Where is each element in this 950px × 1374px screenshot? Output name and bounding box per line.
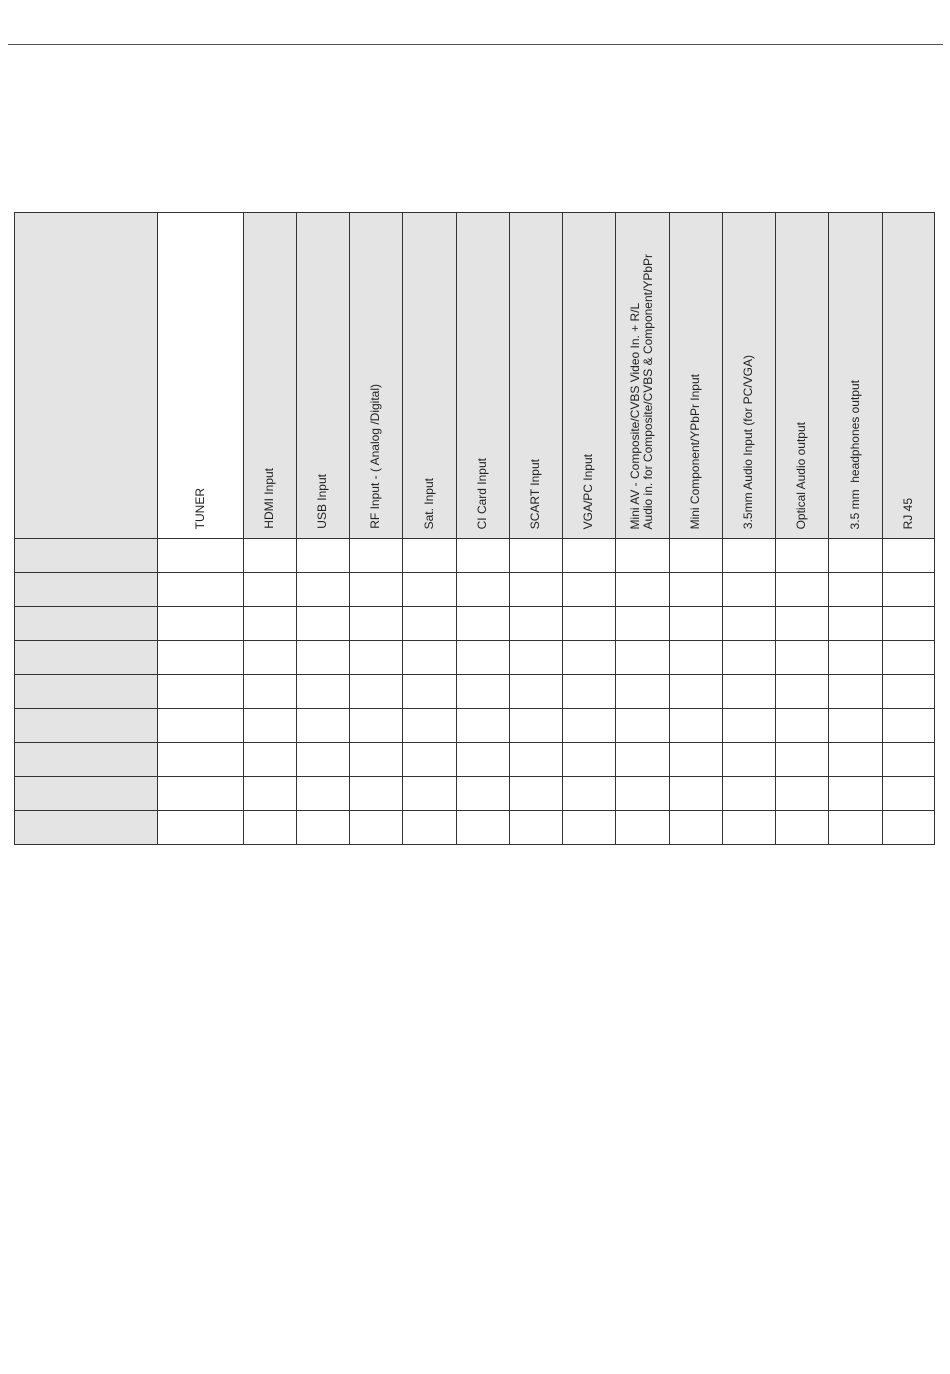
table-cell <box>563 743 616 777</box>
table-cell <box>158 675 244 709</box>
table-cell <box>297 743 350 777</box>
column-header-mini-av <box>616 213 670 539</box>
table-cell <box>350 777 403 811</box>
table-cell <box>723 607 776 641</box>
table-cell <box>563 811 616 845</box>
table-cell <box>776 743 829 777</box>
row-label-cell <box>15 709 158 743</box>
table-cell <box>510 743 563 777</box>
table-row <box>15 641 935 675</box>
table-cell <box>829 573 883 607</box>
table-cell <box>510 539 563 573</box>
table-row <box>15 573 935 607</box>
row-label-cell <box>15 539 158 573</box>
table-cell <box>670 709 723 743</box>
table-cell <box>158 709 244 743</box>
table-cell <box>563 777 616 811</box>
table-cell <box>510 811 563 845</box>
table-cell <box>350 709 403 743</box>
table-cell <box>670 573 723 607</box>
table-cell <box>158 607 244 641</box>
table-cell <box>616 709 670 743</box>
table-cell <box>883 675 935 709</box>
table-cell <box>510 777 563 811</box>
table-cell <box>244 709 297 743</box>
row-label-cell <box>15 777 158 811</box>
table-cell <box>350 743 403 777</box>
column-header-label: RJ 45 <box>900 497 915 529</box>
table-cell <box>616 641 670 675</box>
table-cell <box>350 641 403 675</box>
column-header-sat-input <box>403 213 457 539</box>
table-row <box>15 539 935 573</box>
table-cell <box>829 675 883 709</box>
table-cell <box>616 573 670 607</box>
table-cell <box>670 811 723 845</box>
table-cell <box>403 573 457 607</box>
table-cell <box>723 811 776 845</box>
column-header-headphones-output <box>829 213 883 539</box>
table-cell <box>829 709 883 743</box>
table-cell <box>510 573 563 607</box>
table-cell <box>563 573 616 607</box>
row-label-cell <box>15 675 158 709</box>
table-row <box>15 675 935 709</box>
table-cell <box>723 539 776 573</box>
table-row <box>15 709 935 743</box>
column-header-label: RF Input - ( Analog /Digital) <box>368 384 382 529</box>
table-cell <box>457 539 510 573</box>
table-cell <box>883 573 935 607</box>
column-header-usb-input <box>297 213 350 539</box>
table-cell <box>563 709 616 743</box>
table-cell <box>244 607 297 641</box>
table-cell <box>297 709 350 743</box>
table-cell <box>616 539 670 573</box>
table-cell <box>297 811 350 845</box>
table-cell <box>776 641 829 675</box>
table-corner-cell <box>15 213 158 539</box>
table-cell <box>616 777 670 811</box>
table-cell <box>403 675 457 709</box>
table-cell <box>723 641 776 675</box>
table-cell <box>403 641 457 675</box>
column-header-mini-component <box>670 213 723 539</box>
table-cell <box>723 675 776 709</box>
table-cell <box>350 539 403 573</box>
table-cell <box>563 539 616 573</box>
table-cell <box>403 709 457 743</box>
column-header-label: 3.5 mm headphones output <box>847 379 862 529</box>
row-label-cell <box>15 573 158 607</box>
column-header-hdmi-input <box>244 213 297 539</box>
table-cell <box>723 743 776 777</box>
table-cell <box>883 743 935 777</box>
table-cell <box>350 811 403 845</box>
table-cell <box>457 607 510 641</box>
table-cell <box>563 675 616 709</box>
column-header-label: HDMI Input <box>262 468 276 529</box>
column-header-label: Mini Component/YPbPr Input <box>688 373 702 529</box>
table-cell <box>723 709 776 743</box>
table-cell <box>158 539 244 573</box>
table-cell <box>158 811 244 845</box>
table-cell <box>670 607 723 641</box>
table-cell <box>776 811 829 845</box>
table-body <box>15 539 935 845</box>
table-cell <box>670 675 723 709</box>
table-cell <box>883 709 935 743</box>
table-cell <box>457 573 510 607</box>
column-header-label: VGA/PC Input <box>581 453 595 529</box>
table-cell <box>403 743 457 777</box>
table-cell <box>723 777 776 811</box>
table-cell <box>829 777 883 811</box>
table-cell <box>457 641 510 675</box>
column-header-label: Sat. Input <box>421 477 436 529</box>
table-row <box>15 777 935 811</box>
table-cell <box>776 607 829 641</box>
table-cell <box>457 709 510 743</box>
table-cell <box>350 607 403 641</box>
table-cell <box>158 777 244 811</box>
table-cell <box>297 607 350 641</box>
table-cell <box>403 811 457 845</box>
column-header-rf-input <box>350 213 403 539</box>
table-cell <box>670 777 723 811</box>
table-cell <box>883 777 935 811</box>
table-row <box>15 743 935 777</box>
table-cell <box>158 573 244 607</box>
column-header-label: SCART Input <box>528 458 542 529</box>
column-header-optical-audio-output <box>776 213 829 539</box>
row-label-cell <box>15 607 158 641</box>
table-cell <box>158 743 244 777</box>
table-cell <box>616 743 670 777</box>
table-cell <box>670 539 723 573</box>
table-cell <box>457 811 510 845</box>
column-header-label: Mini AV - Composite/CVBS Video In. + R/L Audio in. for Composite/CVBS & Component/YPbPr <box>627 253 655 529</box>
column-header-audio-input-pc <box>723 213 776 539</box>
table-cell <box>457 675 510 709</box>
table-cell <box>776 539 829 573</box>
table-cell <box>244 641 297 675</box>
table-cell <box>297 675 350 709</box>
table-cell <box>244 743 297 777</box>
row-label-cell <box>15 641 158 675</box>
table-cell <box>244 777 297 811</box>
table-cell <box>616 811 670 845</box>
table-cell <box>670 743 723 777</box>
table-cell <box>457 777 510 811</box>
table-cell <box>616 675 670 709</box>
table-cell <box>776 777 829 811</box>
column-header-rj45 <box>883 213 935 539</box>
column-header-tuner <box>158 213 244 539</box>
table-cell <box>670 641 723 675</box>
table-cell <box>563 641 616 675</box>
table-cell <box>776 709 829 743</box>
column-header-label: 3.5mm Audio Input (for PC/VGA) <box>741 354 755 529</box>
table-cell <box>829 811 883 845</box>
table-row <box>15 811 935 845</box>
table-cell <box>297 573 350 607</box>
table-cell <box>510 607 563 641</box>
table-cell <box>616 607 670 641</box>
table-cell <box>510 709 563 743</box>
table-cell <box>776 573 829 607</box>
table-cell <box>883 539 935 573</box>
row-label-cell <box>15 811 158 845</box>
table-row <box>15 607 935 641</box>
table-header-row <box>15 213 935 539</box>
column-header-label: CI Card Input <box>475 457 489 529</box>
table-cell <box>403 539 457 573</box>
table-cell <box>244 811 297 845</box>
column-header-label: Optical Audio output <box>794 421 808 529</box>
table-cell <box>403 607 457 641</box>
table-cell <box>297 641 350 675</box>
table-cell <box>244 539 297 573</box>
table-cell <box>829 539 883 573</box>
table-cell <box>244 675 297 709</box>
table-cell <box>244 573 297 607</box>
table-cell <box>457 743 510 777</box>
table-cell <box>510 675 563 709</box>
column-header-scart-input <box>510 213 563 539</box>
column-header-vga-pc-input <box>563 213 616 539</box>
table-cell <box>297 539 350 573</box>
table-cell <box>883 641 935 675</box>
table-cell <box>883 811 935 845</box>
table-cell <box>563 607 616 641</box>
row-label-cell <box>15 743 158 777</box>
table-cell <box>350 675 403 709</box>
table-cell <box>297 777 350 811</box>
table-cell <box>829 641 883 675</box>
table-cell <box>829 607 883 641</box>
connectivity-table <box>14 212 935 845</box>
table-cell <box>403 777 457 811</box>
table-cell <box>776 675 829 709</box>
column-header-ci-card-input <box>457 213 510 539</box>
table-cell <box>829 743 883 777</box>
top-divider <box>8 44 943 45</box>
table-cell <box>883 607 935 641</box>
column-header-label: TUNER <box>192 487 207 529</box>
table-cell <box>510 641 563 675</box>
table-cell <box>158 641 244 675</box>
table-cell <box>350 573 403 607</box>
column-header-label: USB Input <box>315 474 329 529</box>
table-cell <box>723 573 776 607</box>
